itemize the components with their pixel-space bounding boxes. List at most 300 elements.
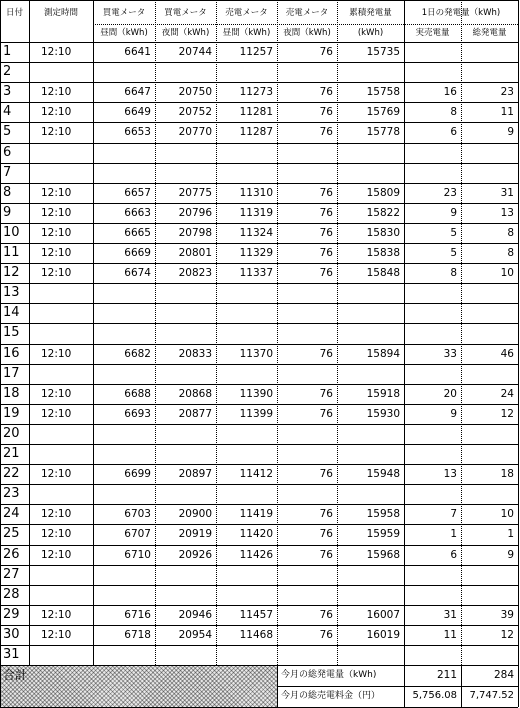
sold-cell: 7 <box>450 508 457 521</box>
day-cell: 25 <box>3 526 20 542</box>
buy_day-cell <box>93 586 151 604</box>
day-cell: 10 <box>3 224 20 240</box>
gen-cell: 8 <box>507 226 514 239</box>
cum-cell <box>337 144 400 162</box>
sell_day-cell <box>216 646 273 664</box>
buy_night-cell: 20801 <box>178 247 212 259</box>
row-line <box>0 0 518 1</box>
sell_day-cell: 11419 <box>239 508 273 521</box>
day-cell: 12 <box>3 265 20 281</box>
cum-cell: 15848 <box>366 267 400 280</box>
total-label: 合計 <box>3 668 28 682</box>
buy_night-cell: 20897 <box>178 468 212 481</box>
gen-cell: 23 <box>500 86 514 99</box>
buy_day-cell <box>93 284 151 302</box>
day-cell: 19 <box>3 405 20 421</box>
gen-cell: 12 <box>500 407 514 420</box>
gen-cell: 1 <box>507 528 514 541</box>
cum-cell <box>337 365 400 383</box>
gen-cell <box>461 304 514 322</box>
sell_day-cell <box>216 144 273 162</box>
buy_day-cell: 6653 <box>124 126 151 139</box>
sold-cell <box>404 425 457 443</box>
buy_day-cell <box>93 144 151 162</box>
buy_day-cell: 6669 <box>124 247 151 259</box>
header-unit-label: 実売電量 <box>415 28 450 38</box>
sell_night-cell <box>277 445 333 463</box>
monthly-fee-label: 今月の総売電料金（円） <box>281 691 381 701</box>
buy_night-cell: 20877 <box>178 407 212 420</box>
buy_night-cell: 20796 <box>178 206 212 219</box>
cum-cell: 15830 <box>366 226 400 239</box>
buy_night-cell: 20798 <box>178 226 212 239</box>
sold-cell: 6 <box>450 126 457 139</box>
time-cell <box>29 284 93 302</box>
buy_day-cell: 6699 <box>124 468 151 481</box>
buy_night-cell: 20770 <box>178 126 212 139</box>
cum-cell: 15809 <box>366 186 400 199</box>
buy_day-cell: 6674 <box>124 267 151 280</box>
buy_night-cell: 20946 <box>178 608 212 621</box>
sell_day-cell <box>216 586 273 604</box>
sell_night-cell: 76 <box>319 347 333 360</box>
buy_night-cell <box>155 485 212 503</box>
time-cell <box>29 144 93 162</box>
day-cell: 24 <box>3 506 20 522</box>
buy_night-cell: 20744 <box>178 46 212 58</box>
sell_day-cell <box>216 425 273 443</box>
sell_day-cell: 11390 <box>239 387 273 400</box>
buy_day-cell: 6641 <box>124 46 151 58</box>
gen-cell: 39 <box>500 608 514 621</box>
col-line <box>518 665 519 707</box>
sold-cell: 9 <box>450 206 457 219</box>
sold-cell: 13 <box>443 468 457 481</box>
sold-cell <box>404 164 457 182</box>
sell_night-cell: 76 <box>319 548 333 561</box>
gen-cell: 8 <box>507 247 514 259</box>
time-cell <box>29 586 93 604</box>
header-label: 累積発電量 <box>349 8 392 18</box>
sell_night-cell <box>277 586 333 604</box>
monthly-gen-value: 284 <box>493 669 514 681</box>
sold-cell: 9 <box>450 407 457 420</box>
sold-cell: 8 <box>450 106 457 119</box>
buy_night-cell <box>155 586 212 604</box>
sell_night-cell <box>277 646 333 664</box>
gen-cell: 46 <box>500 347 514 360</box>
sold-cell <box>404 324 457 342</box>
cum-cell <box>337 485 400 503</box>
sell_day-cell <box>216 63 273 81</box>
time-cell: 12:10 <box>41 528 72 541</box>
sell_night-cell <box>277 63 333 81</box>
gen-cell: 10 <box>500 267 514 280</box>
header-unit-label: 総発電量 <box>472 28 507 38</box>
buy_day-cell <box>93 63 151 81</box>
gen-cell <box>461 324 514 342</box>
sold-cell <box>404 43 457 61</box>
sell_night-cell <box>277 304 333 322</box>
time-cell: 12:10 <box>41 186 72 199</box>
cum-cell: 15930 <box>366 407 400 420</box>
header-unit-label: 昼間（kWh) <box>100 28 148 38</box>
buy_night-cell: 20750 <box>178 86 212 99</box>
buy_day-cell: 6716 <box>124 608 151 621</box>
time-cell <box>29 63 93 81</box>
buy_night-cell: 20926 <box>178 548 212 561</box>
gen-cell: 9 <box>507 548 514 561</box>
sell_night-cell: 76 <box>319 226 333 239</box>
buy_night-cell <box>155 425 212 443</box>
day-cell: 21 <box>3 446 20 461</box>
gen-cell: 18 <box>500 468 514 481</box>
day-cell: 6 <box>3 144 12 160</box>
sell_day-cell: 11310 <box>239 186 273 199</box>
gen-cell <box>461 425 514 443</box>
gen-cell <box>461 566 514 584</box>
sell_night-cell <box>277 144 333 162</box>
gen-cell <box>461 365 514 383</box>
buy_night-cell: 20833 <box>178 347 212 360</box>
time-cell <box>29 365 93 383</box>
time-cell <box>29 324 93 342</box>
gen-cell <box>461 43 514 61</box>
cum-cell <box>337 425 400 443</box>
gen-cell <box>461 445 514 463</box>
buy_night-cell <box>155 365 212 383</box>
cum-cell: 15958 <box>366 508 400 521</box>
fee-gen-value: 7,747.52 <box>469 690 514 701</box>
header-unit-label: 夜間（kWh) <box>283 28 331 38</box>
time-cell <box>29 646 93 664</box>
time-cell: 12:10 <box>41 206 72 219</box>
sold-cell: 1 <box>450 528 457 541</box>
sell_day-cell: 11457 <box>239 608 273 621</box>
cum-cell: 15948 <box>366 468 400 481</box>
time-cell: 12:10 <box>41 508 72 521</box>
sold-cell: 23 <box>443 186 457 199</box>
day-cell: 23 <box>3 486 20 502</box>
gen-cell: 11 <box>500 106 514 119</box>
buy_day-cell <box>93 324 151 342</box>
cum-cell: 16019 <box>366 628 400 641</box>
buy_day-cell <box>93 365 151 383</box>
sell_night-cell <box>277 284 333 302</box>
sell_night-cell: 76 <box>319 387 333 400</box>
gen-cell: 10 <box>500 508 514 521</box>
sell_day-cell <box>216 365 273 383</box>
buy_day-cell: 6649 <box>124 106 151 119</box>
sold-cell <box>404 63 457 81</box>
sell_night-cell: 76 <box>319 186 333 199</box>
gen-cell: 12 <box>500 628 514 641</box>
time-cell: 12:10 <box>41 608 72 621</box>
buy_night-cell <box>155 63 212 81</box>
buy_night-cell: 20900 <box>178 508 212 521</box>
cum-cell: 15894 <box>366 347 400 360</box>
sell_day-cell: 11426 <box>239 548 273 561</box>
buy_night-cell <box>155 324 212 342</box>
gen-cell <box>461 646 514 664</box>
buy_day-cell: 6688 <box>124 387 151 400</box>
buy_night-cell <box>155 304 212 322</box>
sell_night-cell: 76 <box>319 46 333 58</box>
day-cell: 28 <box>3 586 20 602</box>
buy_day-cell <box>93 304 151 322</box>
cum-cell: 15758 <box>366 86 400 99</box>
header-label: 売電メータ <box>225 8 268 18</box>
day-cell: 18 <box>3 385 20 401</box>
cum-cell <box>337 63 400 81</box>
cum-cell: 15968 <box>366 548 400 561</box>
monthly-sold-value: 211 <box>436 669 457 681</box>
sell_night-cell: 76 <box>319 528 333 541</box>
time-cell <box>29 566 93 584</box>
cum-cell: 16007 <box>366 608 400 621</box>
sell_night-cell: 76 <box>319 206 333 219</box>
cum-cell: 15838 <box>366 247 400 259</box>
buy_night-cell: 20823 <box>178 267 212 280</box>
cum-cell: 15778 <box>366 126 400 139</box>
sold-cell: 31 <box>443 608 457 621</box>
sell_night-cell: 76 <box>319 407 333 420</box>
col-line <box>0 665 1 707</box>
cum-cell: 15822 <box>366 206 400 219</box>
buy_day-cell: 6682 <box>124 347 151 360</box>
buy_night-cell <box>155 284 212 302</box>
sell_day-cell <box>216 164 273 182</box>
sell_night-cell <box>277 164 333 182</box>
time-cell: 12:10 <box>41 347 72 360</box>
time-cell <box>29 425 93 443</box>
time-cell: 12:10 <box>41 387 72 400</box>
gen-cell: 9 <box>507 126 514 139</box>
day-cell: 3 <box>3 84 12 100</box>
day-cell: 11 <box>3 245 20 260</box>
gen-cell <box>461 485 514 503</box>
gen-cell: 13 <box>500 206 514 219</box>
buy_day-cell <box>93 164 151 182</box>
time-cell: 12:10 <box>41 407 72 420</box>
sell_night-cell <box>277 566 333 584</box>
sell_day-cell <box>216 485 273 503</box>
sell_day-cell: 11329 <box>239 247 273 259</box>
day-cell: 14 <box>3 305 20 321</box>
sell_night-cell: 76 <box>319 608 333 621</box>
sold-cell <box>404 586 457 604</box>
gen-cell <box>461 164 514 182</box>
buy_day-cell: 6718 <box>124 628 151 641</box>
sold-cell <box>404 445 457 463</box>
time-cell: 12:10 <box>41 468 72 481</box>
sell_day-cell <box>216 324 273 342</box>
header-label: 測定時間 <box>43 8 78 18</box>
day-cell: 13 <box>3 285 20 301</box>
sell_night-cell: 76 <box>319 106 333 119</box>
sold-cell <box>404 284 457 302</box>
day-cell: 30 <box>3 626 20 642</box>
sell_day-cell: 11399 <box>239 407 273 420</box>
sell_night-cell: 76 <box>319 628 333 641</box>
gen-cell: 31 <box>500 186 514 199</box>
buy_day-cell: 6665 <box>124 226 151 239</box>
sold-cell: 20 <box>443 387 457 400</box>
sell_night-cell: 76 <box>319 468 333 481</box>
day-cell: 8 <box>3 184 12 200</box>
buy_day-cell: 6657 <box>124 186 151 199</box>
sold-cell: 11 <box>443 628 457 641</box>
sold-cell <box>404 304 457 322</box>
sell_day-cell: 11273 <box>239 86 273 99</box>
header-label: 日付 <box>5 8 23 18</box>
day-cell: 16 <box>3 345 20 361</box>
buy_day-cell: 6703 <box>124 508 151 521</box>
sold-cell: 16 <box>443 86 457 99</box>
buy_day-cell: 6663 <box>124 206 151 219</box>
time-cell: 12:10 <box>41 86 72 99</box>
cum-cell <box>337 164 400 182</box>
row-line <box>93 24 518 25</box>
sold-cell: 5 <box>450 247 457 259</box>
sold-cell <box>404 485 457 503</box>
day-cell: 9 <box>3 204 12 220</box>
header-label: 1日の発電量（kWh) <box>421 8 501 18</box>
time-cell <box>29 164 93 182</box>
sell_day-cell: 11412 <box>239 468 273 481</box>
sell_night-cell <box>277 425 333 443</box>
header-unit-label: (kWh) <box>357 28 384 38</box>
buy_day-cell: 6647 <box>124 86 151 99</box>
time-cell: 12:10 <box>41 548 72 561</box>
buy_night-cell: 20775 <box>178 186 212 199</box>
header-label: 売電メータ <box>285 8 329 18</box>
day-cell: 31 <box>3 647 20 662</box>
sell_day-cell: 11468 <box>239 628 273 641</box>
buy_day-cell: 6707 <box>124 528 151 541</box>
time-cell <box>29 485 93 503</box>
sold-cell <box>404 365 457 383</box>
sell_day-cell: 11319 <box>239 206 273 219</box>
sell_day-cell: 11287 <box>239 126 273 139</box>
buy_day-cell: 6710 <box>124 548 151 561</box>
sell_day-cell <box>216 304 273 322</box>
sell_night-cell <box>277 485 333 503</box>
time-cell <box>29 445 93 463</box>
sold-cell: 6 <box>450 548 457 561</box>
fee-sold-value: 5,756.08 <box>412 690 457 701</box>
buy_night-cell <box>155 445 212 463</box>
sell_day-cell: 11370 <box>239 347 273 360</box>
header-unit-label: 昼間（kWh) <box>222 28 271 38</box>
sell_day-cell <box>216 445 273 463</box>
sell_night-cell: 76 <box>319 247 333 259</box>
gen-cell: 24 <box>500 387 514 400</box>
buy_night-cell: 20868 <box>178 387 212 400</box>
cum-cell: 15959 <box>366 528 400 541</box>
sell_day-cell: 11337 <box>239 267 273 280</box>
sell_night-cell: 76 <box>319 267 333 280</box>
buy_night-cell: 20919 <box>178 528 212 541</box>
gen-cell <box>461 63 514 81</box>
monthly-gen-label: 今月の総発電量（kWh) <box>281 670 377 680</box>
buy_night-cell: 20752 <box>178 106 212 119</box>
sell_night-cell <box>277 365 333 383</box>
buy_day-cell <box>93 566 151 584</box>
sold-cell <box>404 646 457 664</box>
sell_night-cell <box>277 324 333 342</box>
day-cell: 29 <box>3 606 20 622</box>
col-line <box>518 0 519 665</box>
sold-cell <box>404 144 457 162</box>
sell_day-cell: 11257 <box>239 46 273 58</box>
cum-cell <box>337 304 400 322</box>
day-cell: 15 <box>3 325 20 341</box>
day-cell: 27 <box>3 566 20 582</box>
cum-cell <box>337 445 400 463</box>
time-cell: 12:10 <box>41 247 72 259</box>
buy_day-cell: 6693 <box>124 407 151 420</box>
header-unit-label: 夜間（kWh) <box>161 28 210 38</box>
cum-cell <box>337 566 400 584</box>
sell_day-cell: 11420 <box>239 528 273 541</box>
day-cell: 5 <box>3 124 12 140</box>
buy_day-cell <box>93 485 151 503</box>
sell_day-cell <box>216 284 273 302</box>
buy_night-cell <box>155 566 212 584</box>
buy_night-cell <box>155 144 212 162</box>
day-cell: 4 <box>3 104 12 120</box>
sell_day-cell: 11324 <box>239 226 273 239</box>
header-label: 買電メータ <box>102 8 146 18</box>
sold-cell: 33 <box>443 347 457 360</box>
day-cell: 20 <box>3 425 20 441</box>
buy_night-cell <box>155 164 212 182</box>
time-cell: 12:10 <box>41 267 72 280</box>
sell_night-cell: 76 <box>319 508 333 521</box>
buy_night-cell: 20954 <box>178 628 212 641</box>
time-cell: 12:10 <box>41 126 72 139</box>
cum-cell: 15735 <box>366 46 400 58</box>
sold-cell: 5 <box>450 226 457 239</box>
gen-cell <box>461 284 514 302</box>
day-cell: 1 <box>3 44 12 59</box>
day-cell: 7 <box>3 164 12 180</box>
cum-cell <box>337 284 400 302</box>
header-label: 買電メータ <box>164 8 207 18</box>
time-cell: 12:10 <box>41 106 72 119</box>
time-cell: 12:10 <box>41 628 72 641</box>
buy_day-cell <box>93 425 151 443</box>
time-cell: 12:10 <box>41 46 72 58</box>
cum-cell <box>337 646 400 664</box>
sell_night-cell: 76 <box>319 126 333 139</box>
cum-cell: 15769 <box>366 106 400 119</box>
day-cell: 17 <box>3 365 20 381</box>
day-cell: 26 <box>3 546 20 562</box>
buy_day-cell <box>93 646 151 664</box>
sold-cell <box>404 566 457 584</box>
cum-cell: 15918 <box>366 387 400 400</box>
time-cell <box>29 304 93 322</box>
buy_day-cell <box>93 445 151 463</box>
sold-cell: 8 <box>450 267 457 280</box>
sell_night-cell: 76 <box>319 86 333 99</box>
time-cell: 12:10 <box>41 226 72 239</box>
gen-cell <box>461 144 514 162</box>
buy_night-cell <box>155 646 212 664</box>
cum-cell <box>337 586 400 604</box>
